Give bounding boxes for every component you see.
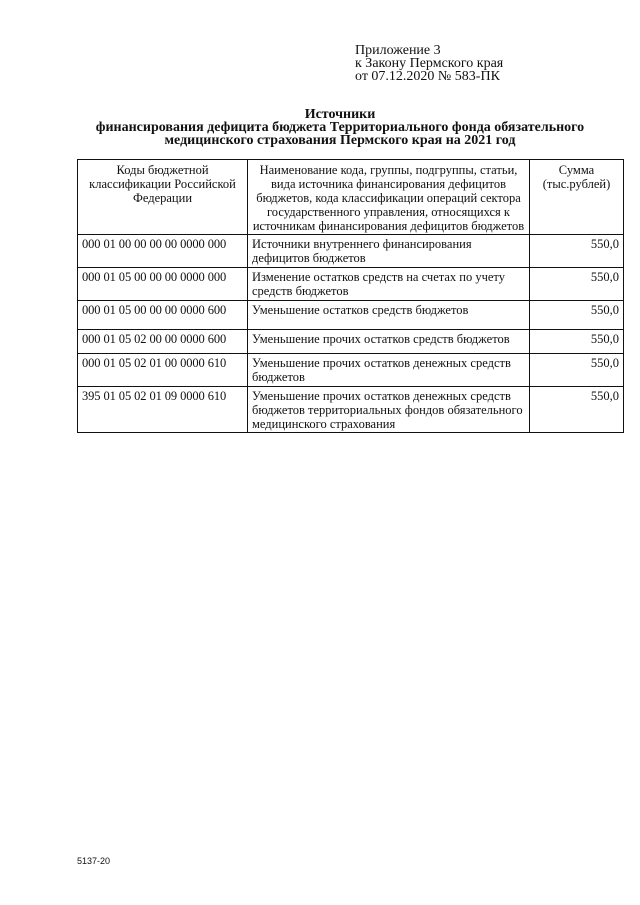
document-title (40, 108, 640, 147)
row-code: 395 01 05 02 01 09 0000 610 (78, 387, 248, 433)
row-name: Изменение остатков средств на счетах по учету средств бюджетов (248, 268, 530, 301)
appendix-header (355, 44, 503, 83)
appendix-number: Приложение 3 (355, 43, 441, 58)
row-name: Уменьшение прочих остатков средств бюджетов (248, 330, 530, 354)
row-name: Уменьшение остатков средств бюджетов (248, 301, 530, 330)
row-code: 000 01 05 02 01 00 0000 610 (78, 354, 248, 387)
appendix-law-reference: к Закону Пермского края (355, 56, 504, 71)
title-line-1: Источники (304, 107, 376, 122)
row-code: 000 01 05 00 00 00 0000 600 (78, 301, 248, 330)
row-name: Уменьшение прочих остатков денежных средств бюджетов территориальных фондов обязательного медицинского страхования (248, 387, 530, 433)
header-name: Наименование кода, группы, подгруппы, статьи, вида источника финансирования дефицитов бюджетов, кода классификации операций сектора государственного управления, относящихся к источникам финансирования дефицитов бюджетов (248, 160, 530, 235)
header-sum: Сумма (тыс.рублей) (530, 160, 624, 235)
row-sum: 550,0 (530, 268, 624, 301)
document-code-footer: 5137-20 (77, 856, 111, 866)
appendix-law-date: от 07.12.2020 № 583-ПК (355, 69, 500, 84)
title-line-2: финансирования дефицита бюджета Территориального фонда обязательного (95, 120, 585, 135)
row-sum: 550,0 (530, 330, 624, 354)
row-code: 000 01 05 02 00 00 0000 600 (78, 330, 248, 354)
sources-table (77, 159, 624, 433)
title-line-3: медицинского страхования Пермского края на 2021 год (164, 133, 516, 148)
row-name: Источники внутреннего финансирования дефицитов бюджетов (248, 235, 530, 268)
table-row (78, 301, 624, 330)
table-row (78, 330, 624, 354)
table-row (78, 354, 624, 387)
row-sum: 550,0 (530, 301, 624, 330)
row-sum: 550,0 (530, 387, 624, 433)
row-name: Уменьшение прочих остатков денежных средств бюджетов (248, 354, 530, 387)
table-header-row (78, 160, 624, 235)
row-code: 000 01 00 00 00 00 0000 000 (78, 235, 248, 268)
row-sum: 550,0 (530, 354, 624, 387)
row-sum: 550,0 (530, 235, 624, 268)
table-row (78, 268, 624, 301)
row-code: 000 01 05 00 00 00 0000 000 (78, 268, 248, 301)
table-row (78, 387, 624, 433)
header-code: Коды бюджетной классификации Российской Федерации (78, 160, 248, 235)
table-row (78, 235, 624, 268)
